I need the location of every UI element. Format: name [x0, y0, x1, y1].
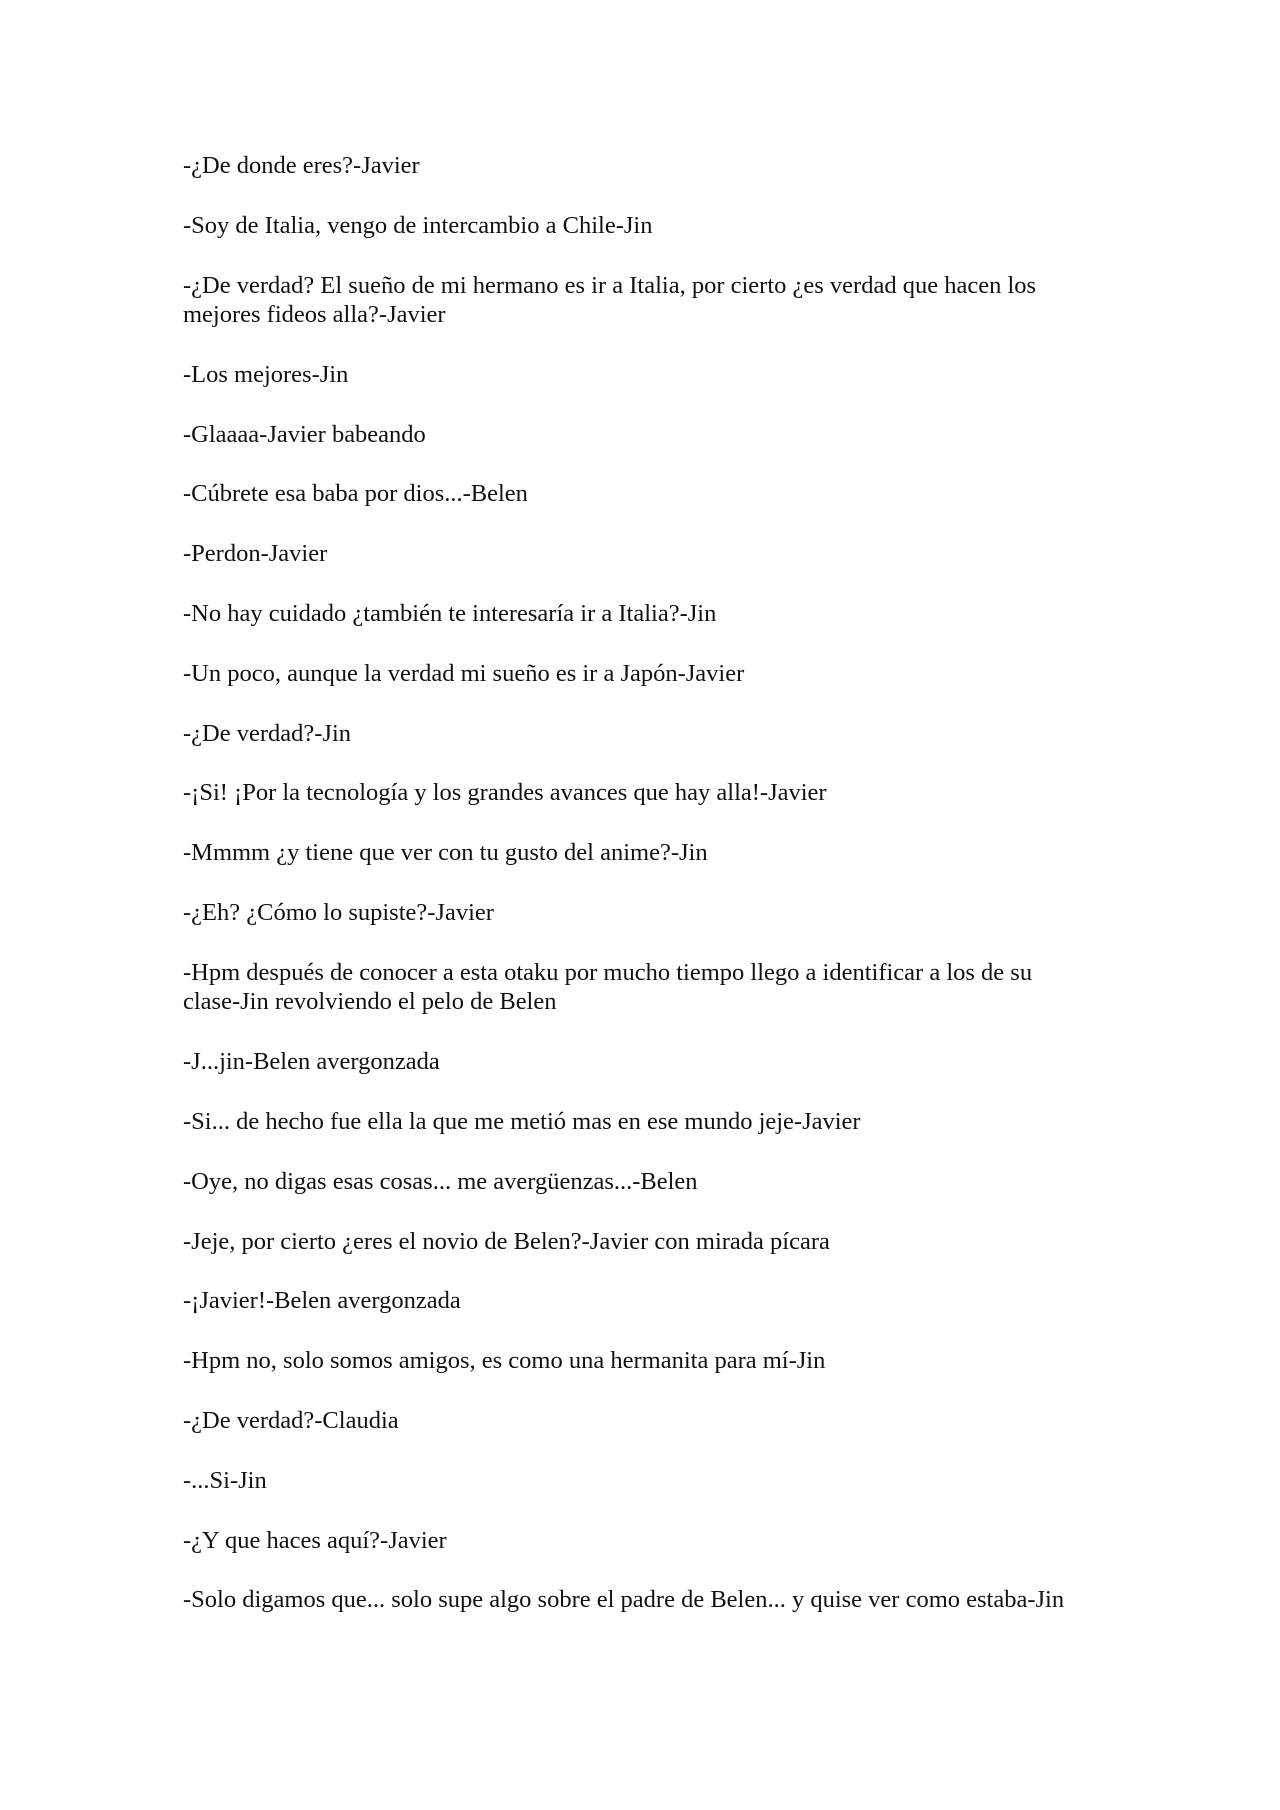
- dialogue-line: -Perdon-Javier: [183, 540, 328, 568]
- dialogue-line: -Un poco, aunque la verdad mi sueño es ir a Japón-Javier: [183, 659, 745, 687]
- dialogue-line: -J...jin-Belen avergonzada: [183, 1048, 440, 1076]
- dialogue-line: -Los mejores-Jin: [183, 360, 349, 388]
- dialogue-line: -¡Javier!-Belen avergonzada: [183, 1287, 461, 1315]
- dialogue-line: -¿Y que haces aquí?-Javier: [183, 1526, 447, 1554]
- dialogue-line: -Solo digamos que... solo supe algo sobre el padre de Belen... y quise ver como estaba-Jin: [183, 1586, 1065, 1614]
- dialogue-line: -Hpm después de conocer a esta otaku por mucho tiempo llego a identificar a los de su clase-Jin revolviendo el pelo de Belen: [183, 958, 1033, 1016]
- dialogue-line: -...Si-Jin: [183, 1466, 267, 1494]
- dialogue-line: -¡Si! ¡Por la tecnología y los grandes avances que hay alla!-Javier: [183, 779, 827, 807]
- dialogue-line: -No hay cuidado ¿también te interesaría ir a Italia?-Jin: [183, 600, 717, 628]
- dialogue-line: -¿De verdad?-Jin: [183, 719, 352, 747]
- dialogue-line: -¿De verdad? El sueño de mi hermano es ir a Italia, por cierto ¿es verdad que hacen los mejores fideos alla?-Javier: [183, 271, 1037, 329]
- dialogue-line: -¿De verdad?-Claudia: [183, 1406, 399, 1434]
- dialogue-line: -¿Eh? ¿Cómo lo supiste?-Javier: [183, 899, 494, 927]
- document-body: [183, 151, 1083, 1645]
- dialogue-line: -Hpm no, solo somos amigos, es como una hermanita para mí-Jin: [183, 1347, 826, 1375]
- dialogue-line: -Cúbrete esa baba por dios...-Belen: [183, 480, 528, 508]
- dialogue-line: -Soy de Italia, vengo de intercambio a Chile-Jin: [183, 211, 653, 239]
- dialogue-line: -Mmmm ¿y tiene que ver con tu gusto del anime?-Jin: [183, 839, 708, 867]
- dialogue-line: -¿De donde eres?-Javier: [183, 152, 420, 179]
- dialogue-line: -Jeje, por cierto ¿eres el novio de Belen?-Javier con mirada pícara: [183, 1227, 830, 1255]
- dialogue-line: -Glaaaa-Javier babeando: [183, 420, 426, 448]
- dialogue-line: -Si... de hecho fue ella la que me metió mas en ese mundo jeje-Javier: [183, 1107, 861, 1135]
- dialogue-line: -Oye, no digas esas cosas... me avergüenzas...-Belen: [183, 1167, 698, 1195]
